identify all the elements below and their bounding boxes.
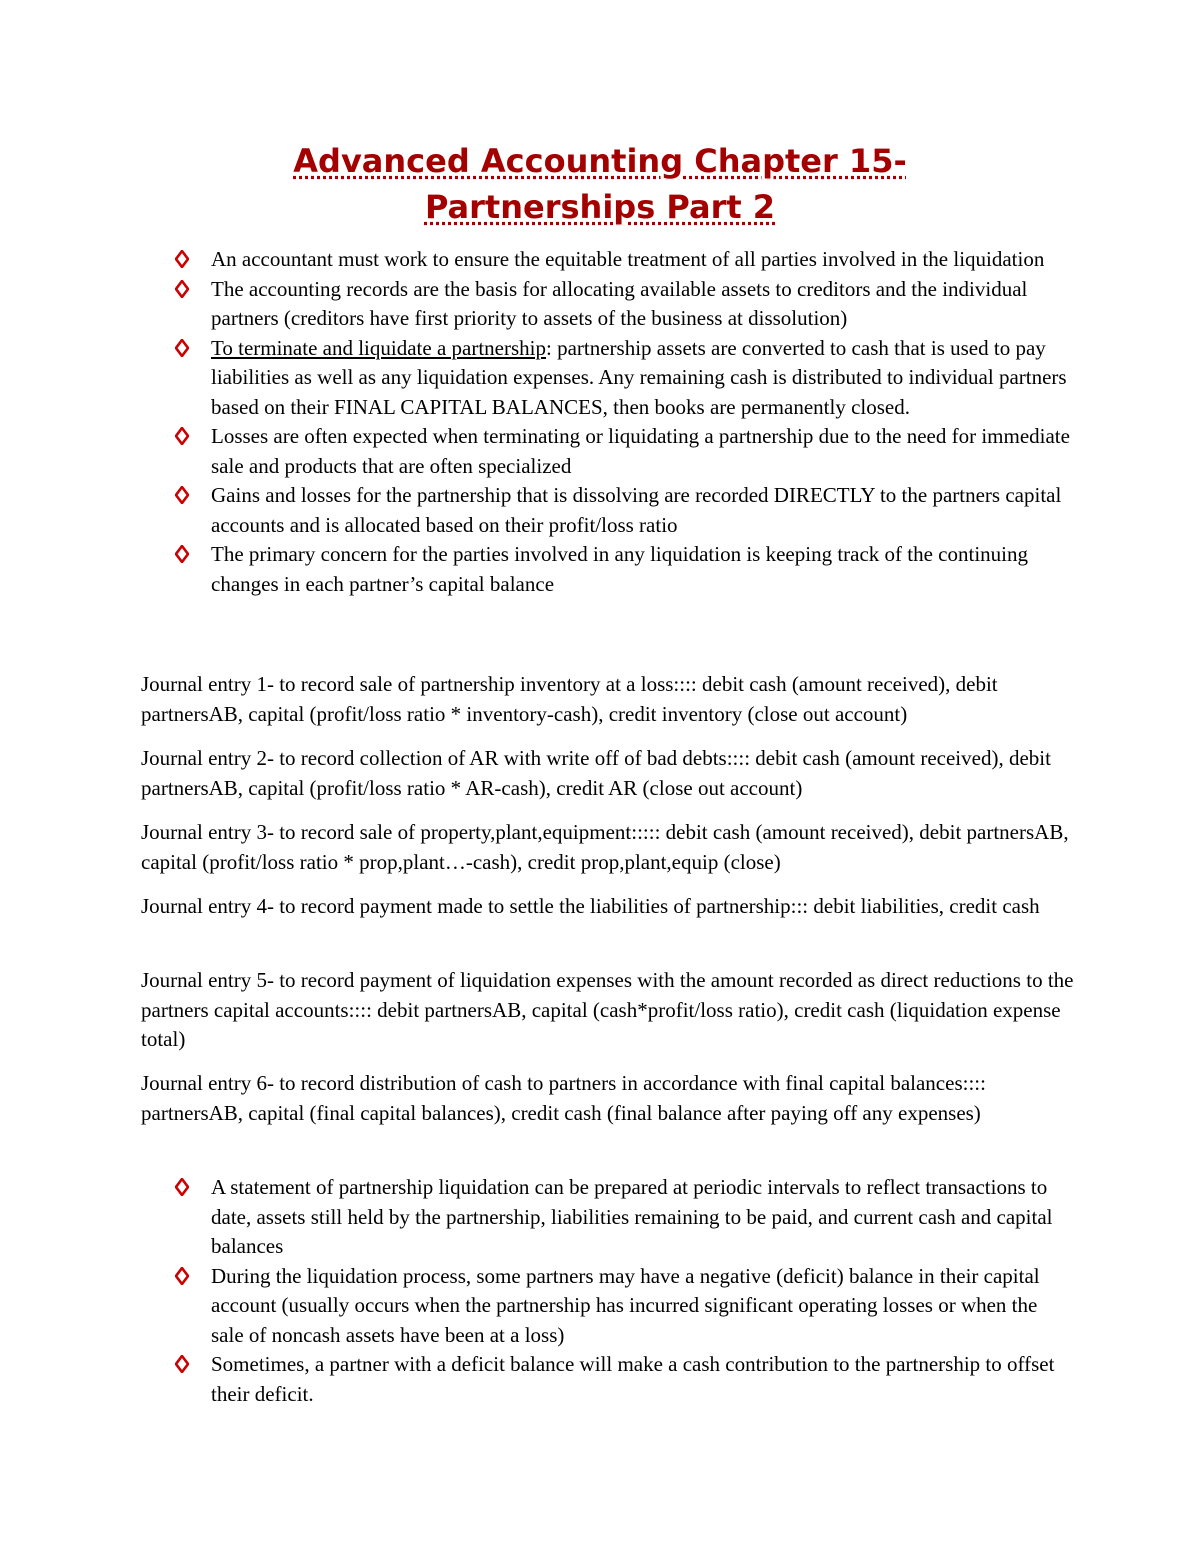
diamond-bullet-icon xyxy=(175,1355,189,1373)
list-item xyxy=(175,334,1075,423)
diamond-bullet-icon xyxy=(175,427,189,445)
journal-entry-6: Journal entry 6- to record distribution of cash to partners in accordance with final capital balances:::: partnersAB, capital (final capital balances), credit cash (final balance after paying off any expenses) xyxy=(141,1071,986,1125)
list-item xyxy=(175,1262,1075,1351)
list-item-underlined-lead: To terminate and liquidate a partnership xyxy=(211,335,546,360)
journal-entry-1: Journal entry 1- to record sale of partnership inventory at a loss:::: debit cash (amount received), debit partnersAB, capital (profit/loss ratio * inventory-cash), credit inventory (close out account) xyxy=(141,672,998,726)
journal-entry-2: Journal entry 2- to record collection of AR with write off of bad debts:::: debit cash (amount received), debit partnersAB, capital (profit/loss ratio * AR-cash), credit AR (close out account) xyxy=(141,746,1051,800)
list-item-text: The accounting records are the basis for allocating available assets to creditors and the individual partners (creditors have first priority to assets of the business at dissolution) xyxy=(211,276,1028,330)
list-item-text: Losses are often expected when terminating or liquidating a partnership due to the need for immediate sale and products that are often specialized xyxy=(211,424,1070,478)
diamond-bullet-icon xyxy=(175,545,189,563)
list-item xyxy=(175,540,1075,599)
list-item xyxy=(175,1350,1075,1409)
list-item-text: During the liquidation process, some partners may have a negative (deficit) balance in their capital account (usually occurs when the partnership has incurred significant operating losses or when the sale of noncash assets have been at a loss) xyxy=(211,1263,1040,1347)
journal-entry-3: Journal entry 3- to record sale of property,plant,equipment::::: debit cash (amount received), debit partnersAB, capital (profit/loss ratio * prop,plant…-cash), credit prop,plant,equip (close) xyxy=(141,820,1069,874)
list-item xyxy=(175,422,1075,481)
diamond-bullet-icon xyxy=(175,250,189,268)
diamond-bullet-icon xyxy=(175,1267,189,1285)
list-item-text: Sometimes, a partner with a deficit balance will make a cash contribution to the partnership to offset their deficit. xyxy=(211,1352,1055,1406)
title-line-1: Advanced Accounting Chapter 15- xyxy=(293,142,907,180)
diamond-bullet-icon xyxy=(175,486,189,504)
list-item-text: The primary concern for the parties involved in any liquidation is keeping track of the continuing changes in each partner’s capital balance xyxy=(211,542,1029,596)
journal-entry-4: Journal entry 4- to record payment made to settle the liabilities of partnership::: debit liabilities, credit cash xyxy=(141,894,1040,918)
journal-entry-5: Journal entry 5- to record payment of liquidation expenses with the amount recorded as direct reductions to the partners capital accounts:::: debit partnersAB, capital (cash*profit/loss ratio), credit cash (liquidation expense total) xyxy=(141,968,1074,1051)
diamond-bullet-icon xyxy=(175,280,189,298)
diamond-bullet-icon xyxy=(175,1178,189,1196)
list-item xyxy=(175,481,1075,540)
list-item xyxy=(175,245,1075,275)
list-item-text: : partnership assets are converted to cash that is used to pay liabilities as well as any liquidation expenses. Any remaining cash is distributed to individual partners based on their FINAL CAPITAL BALANCES, then books are permanently closed. xyxy=(211,335,1067,419)
list-item-text: Gains and losses for the partnership that is dissolving are recorded DIRECTLY to the partners capital accounts and is allocated based on their profit/loss ratio xyxy=(211,483,1062,537)
title-line-2: Partnerships Part 2 xyxy=(424,188,776,226)
bullet-list-bottom xyxy=(175,1173,1075,1409)
bullet-list-top xyxy=(175,245,1075,599)
list-item xyxy=(175,1173,1075,1262)
list-item xyxy=(175,275,1075,334)
list-item-text: A statement of partnership liquidation can be prepared at periodic intervals to reflect transactions to date, assets still held by the partnership, liabilities remaining to be paid, and current cash and capital balances xyxy=(211,1175,1053,1258)
list-item-text: An accountant must work to ensure the equitable treatment of all parties involved in the liquidation xyxy=(211,247,1045,271)
diamond-bullet-icon xyxy=(175,339,189,357)
document-title xyxy=(0,138,1200,230)
